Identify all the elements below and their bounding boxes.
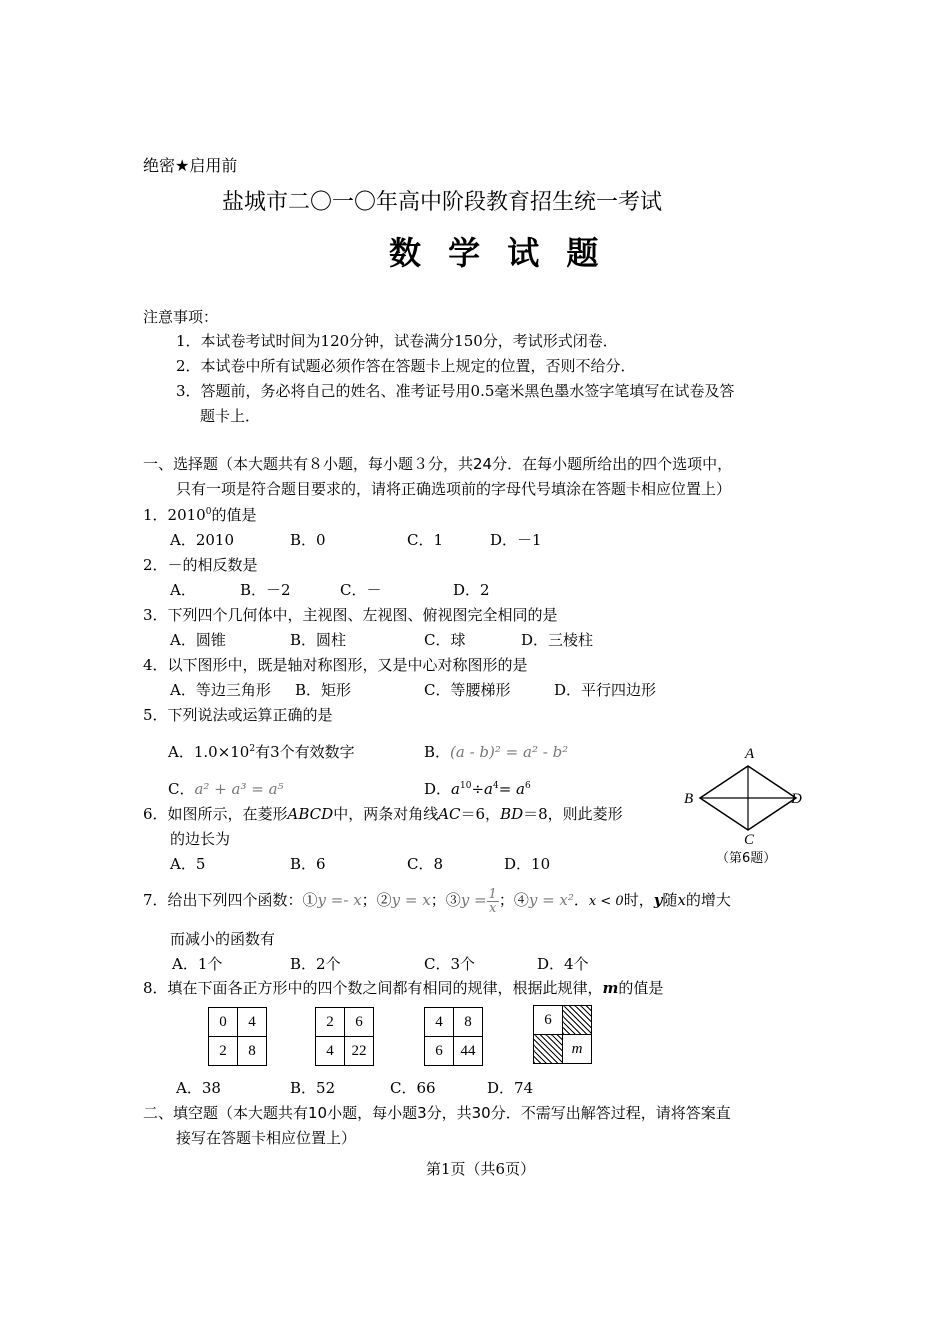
- q6-option-d: D．10: [504, 855, 551, 873]
- q2-stem: 2．－的相反数是: [143, 556, 258, 574]
- q7-option-a: A．1个: [172, 955, 223, 973]
- q7-x: x: [677, 891, 686, 909]
- q6-pre: 6．如图所示，在菱形: [143, 805, 288, 823]
- q5-d-exp2: 4: [492, 781, 499, 791]
- q6-bd: BD: [500, 805, 524, 823]
- q8-m: m: [602, 979, 619, 997]
- q1-stem: [143, 506, 256, 524]
- q7-pre: 7．给出下列四个函数：①: [143, 891, 318, 909]
- section1-heading: 一、选择题（本大题共有８小题，每小题３分，共24分．在每小题所给出的四个选项中，: [143, 455, 733, 473]
- q6-mid: 中，两条对角线: [333, 805, 439, 823]
- q6-abcd: ABCD: [287, 805, 334, 823]
- q2-option-d: D．2: [453, 581, 490, 599]
- q7-post3: 的增大: [685, 891, 731, 909]
- note-item: 1．本试卷考试时间为120分钟，试卷满分150分，考试形式闭卷．: [176, 332, 618, 350]
- notes-heading: 注意事项：: [143, 308, 219, 326]
- q5-b-label: B．: [424, 743, 451, 761]
- subject-title: 数 学 试 题: [389, 234, 607, 272]
- q7-sep3: ；④: [498, 891, 529, 909]
- grid-cell: 4: [238, 1008, 267, 1037]
- grid-cell: 8: [454, 1008, 483, 1037]
- q1-exp: 0: [205, 507, 212, 517]
- q3-option-b: B．圆柱: [290, 631, 347, 649]
- grid-cell: 2: [209, 1037, 238, 1066]
- q5-option-b: [424, 743, 568, 761]
- q7-y: y: [653, 891, 663, 909]
- q7-sep1: ；②: [361, 891, 392, 909]
- grid-cell-hatched: [534, 1035, 563, 1064]
- q4-option-b: B．矩形: [295, 681, 352, 699]
- q5-a-suffix: 有3个有效数字: [255, 743, 355, 761]
- q5-c-expr: a² + a³ = a⁵: [194, 780, 284, 798]
- q7-option-c: C．3个: [424, 955, 476, 973]
- q5-a-exp: 2: [249, 744, 256, 754]
- q5-d-exp3: 6: [524, 781, 531, 791]
- q1-option-b: B．0: [290, 531, 326, 549]
- section2-heading: 二、填空题（本大题共有10小题，每小题3分，共30分．不需写出解答过程，请将答案直: [143, 1104, 731, 1122]
- q6-stem: [143, 805, 623, 823]
- q2-option-a: A．: [170, 581, 196, 599]
- note-item: 3．答题前，务必将自己的姓名、准考证号用0.5毫米黑色墨水签字笔填写在试卷及答: [176, 382, 735, 400]
- q7-option-d: D．4个: [537, 955, 589, 973]
- page-number: 第1页（共6页）: [426, 1160, 536, 1178]
- q5-option-c: [168, 780, 284, 798]
- q2-option-c: C．－: [340, 581, 382, 599]
- grid-cell: 4: [316, 1037, 345, 1066]
- q6-option-a: A．5: [170, 855, 206, 873]
- q7-f2: y = x: [391, 891, 431, 909]
- rhombus-figure: [680, 740, 810, 870]
- q8-option-d: D．74: [487, 1079, 534, 1097]
- q2-option-b: B．－2: [240, 581, 291, 599]
- q5-option-d: [424, 780, 531, 798]
- section2-heading-cont: 接写在答题卡相应位置上）: [176, 1129, 357, 1147]
- grid-cell-m: m: [563, 1035, 592, 1064]
- grid-cell: 6: [534, 1006, 563, 1035]
- exam-title: 盐城市二〇一〇年高中阶段教育招生统一考试: [222, 190, 663, 215]
- q6-end: ＝8，则此菱形: [523, 805, 623, 823]
- q4-stem: 4．以下图形中，既是轴对称图形，又是中心对称图形的是: [143, 656, 528, 674]
- vertex-c-label: C: [744, 832, 755, 848]
- grid-cell: 2: [316, 1008, 345, 1037]
- grid-cell: 6: [345, 1008, 374, 1037]
- q5-b-expr: (a - b)² = a² - b²: [450, 743, 569, 761]
- q6-ac: AC: [438, 805, 461, 823]
- q8-grid-3: [424, 1007, 483, 1066]
- q8-option-a: A．38: [176, 1079, 221, 1097]
- q5-stem: 5．下列说法或运算正确的是: [143, 706, 333, 724]
- q4-option-a: A．等边三角形: [170, 681, 271, 699]
- vertex-b-label: B: [684, 791, 694, 807]
- q4-option-d: D．平行四边形: [554, 681, 657, 699]
- q7-f3-lhs: y =: [460, 891, 487, 909]
- grid-cell: 8: [238, 1037, 267, 1066]
- q7-cond: ．: [573, 891, 589, 909]
- q1-num: 1．: [143, 506, 168, 524]
- q5-d-label: D．: [424, 780, 452, 798]
- q1-text: 的值是: [211, 506, 257, 524]
- q8-stem-post: 的值是: [618, 979, 664, 997]
- q8-option-b: B．52: [290, 1079, 336, 1097]
- q5-d-a: a: [451, 780, 460, 798]
- q7-post2: 随: [662, 891, 678, 909]
- q4-option-c: C．等腰梯形: [424, 681, 511, 699]
- note-item: 2．本试卷中所有试题必须作答在答题卡上规定的位置，否则不给分．: [176, 357, 636, 375]
- q5-d-mid: ÷a: [471, 780, 493, 798]
- vertex-d-label: D: [791, 791, 802, 807]
- q3-option-d: D．三棱柱: [521, 631, 594, 649]
- q3-stem: 3．下列四个几何体中，主视图、左视图、俯视图完全相同的是: [143, 606, 558, 624]
- note-item: 题卡上．: [200, 407, 261, 425]
- q8-stem-pre: 8．填在下面各正方形中的四个数之间都有相同的规律，根据此规律，: [143, 979, 603, 997]
- grid-cell: 22: [345, 1037, 374, 1066]
- q6-option-c: C．8: [407, 855, 444, 873]
- q8-grid-4: [533, 1005, 592, 1064]
- q7-f1: y =- x: [317, 891, 362, 909]
- vertex-a-label: A: [745, 746, 755, 762]
- q7-cond-expr: x < 0: [588, 894, 624, 909]
- q7-option-b: B．2个: [290, 955, 341, 973]
- grid-cell: 6: [425, 1037, 454, 1066]
- q7-stem-cont: 而减小的函数有: [170, 930, 276, 948]
- q3-option-c: C．球: [424, 631, 466, 649]
- secret-label: 绝密★启用前: [143, 156, 238, 175]
- q6-option-b: B．6: [290, 855, 326, 873]
- q1-option-d: D．－1: [490, 531, 542, 549]
- section1-heading-cont: 只有一项是符合题目要求的，请将正确选项前的字母代号填涂在答题卡相应位置上）: [176, 480, 732, 498]
- q1-base: 2010: [167, 506, 206, 524]
- q8-grid-2: [315, 1007, 374, 1066]
- q7-sep2: ；③: [430, 891, 461, 909]
- q5-c-label: C．: [168, 780, 195, 798]
- q5-option-a: [168, 743, 355, 761]
- grid-cell: 44: [454, 1037, 483, 1066]
- grid-cell: 0: [209, 1008, 238, 1037]
- q1-option-a: A．2010: [170, 531, 235, 549]
- q1-option-c: C．1: [407, 531, 444, 549]
- q6-mid2: ＝6，: [460, 805, 501, 823]
- q7-f3-den: x: [489, 900, 497, 916]
- q3-option-a: A．圆锥: [170, 631, 226, 649]
- grid-cell: 4: [425, 1008, 454, 1037]
- figure-caption: （第6题）: [716, 851, 777, 866]
- q5-a-prefix: A．1.0×10: [168, 743, 250, 761]
- q5-d-eq: = a: [498, 780, 525, 798]
- q7-f3-fraction: [487, 888, 499, 915]
- q7-f4: y = x²: [528, 891, 574, 909]
- q7-post1: 时，: [623, 891, 654, 909]
- q8-stem: [143, 979, 663, 997]
- q5-d-exp1: 10: [459, 781, 472, 791]
- q7-stem: [143, 886, 731, 916]
- q6-stem-cont: 的边长为: [170, 830, 231, 848]
- grid-cell-hatched: [563, 1006, 592, 1035]
- q7-f3-num: 1: [488, 886, 497, 902]
- q8-grid-1: [208, 1007, 267, 1066]
- q8-option-c: C．66: [390, 1079, 436, 1097]
